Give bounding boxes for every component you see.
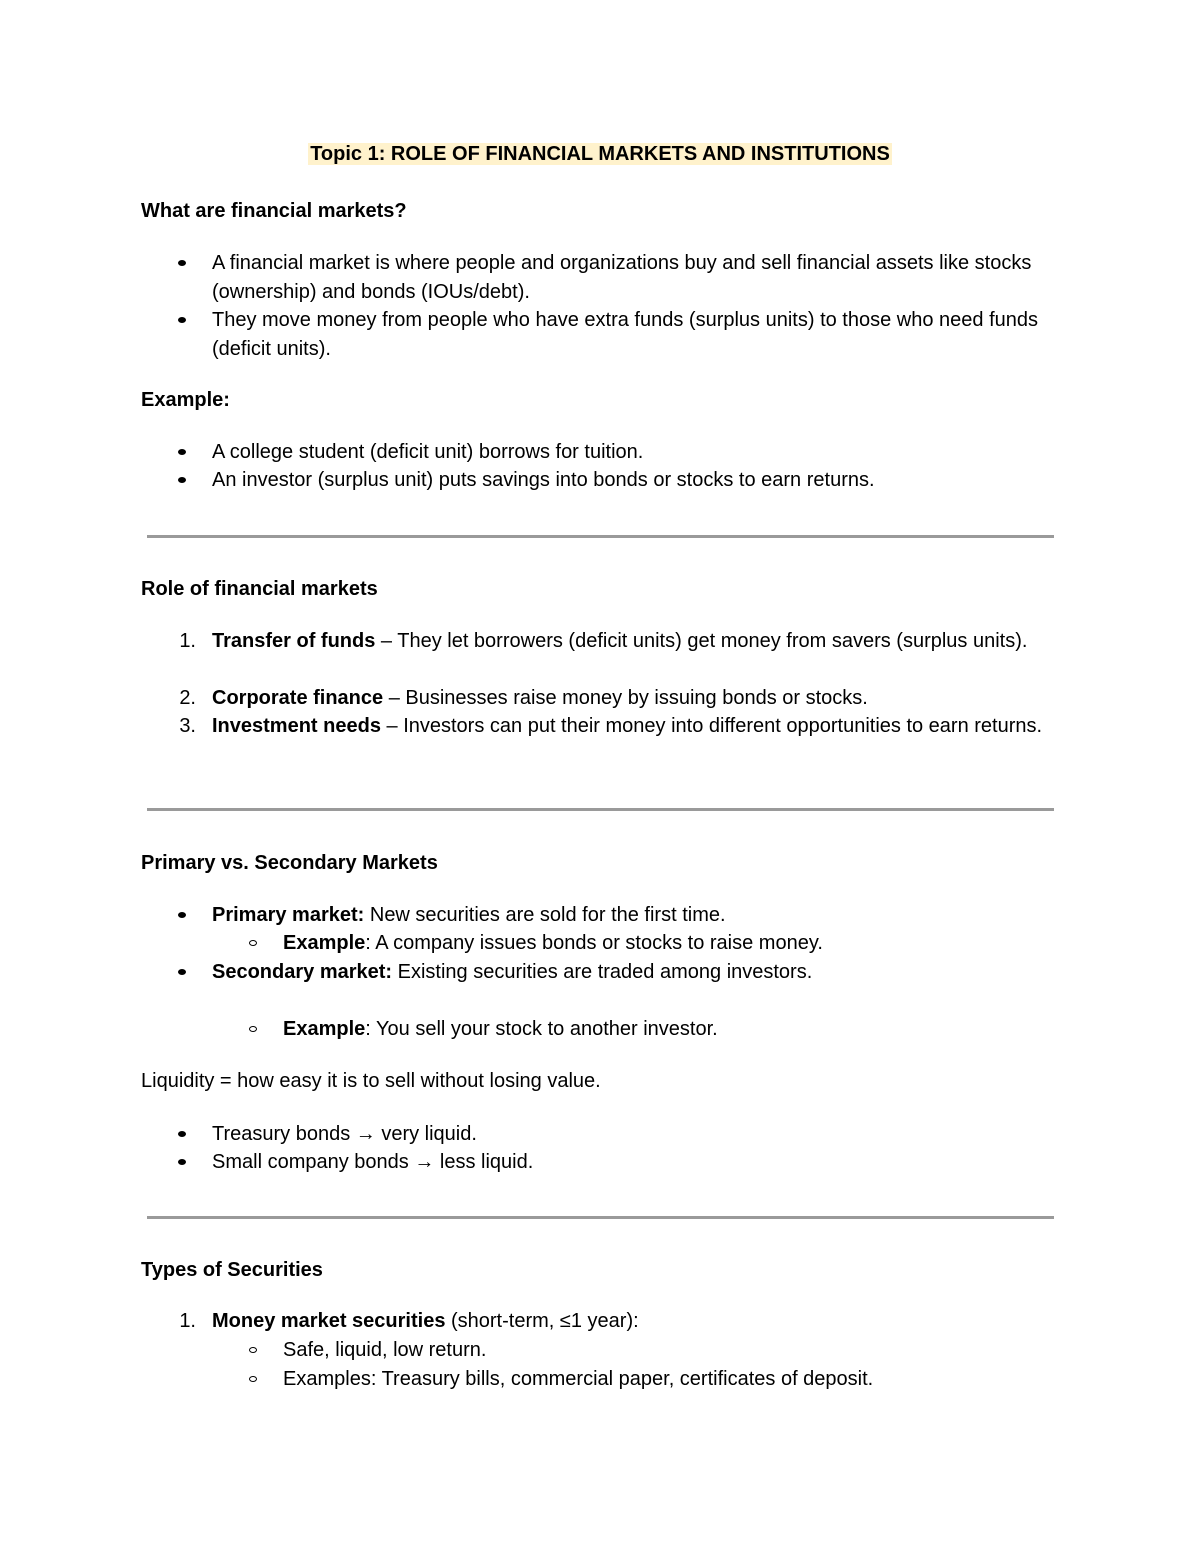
item-description: (short-term, ≤1 year):: [445, 1310, 639, 1332]
item-term: Primary market:: [212, 904, 365, 926]
bullet-dot: [178, 1159, 186, 1165]
sub-list-item: Safe, liquid, low return.: [283, 1339, 487, 1361]
horizontal-divider: [147, 808, 1054, 811]
item-term: Corporate finance: [212, 687, 384, 709]
sub-list-item: Examples: Treasury bills, commercial paper, certificates of deposit.: [283, 1368, 874, 1390]
section-heading-primary-secondary: Primary vs. Secondary Markets: [141, 852, 438, 874]
list-number: 3.: [179, 715, 196, 737]
item-term: Example: [283, 932, 366, 954]
numbered-item: [212, 684, 1072, 713]
page-title: [0, 141, 1200, 167]
item-description: New securities are sold for the first time.: [364, 904, 726, 926]
list-item: Small company bonds → less liquid.: [212, 1151, 534, 1173]
list-item: [212, 901, 1072, 930]
section-heading-types: Types of Securities: [141, 1259, 323, 1281]
bullet-dot: [178, 1131, 186, 1137]
numbered-item: [212, 712, 1072, 741]
list-number: 1.: [179, 1310, 196, 1332]
item-description: – Investors can put their money into different opportunities to earn returns.: [380, 715, 1043, 737]
item-description: : A company issues bonds or stocks to raise money.: [365, 932, 823, 954]
item-term: Money market securities: [212, 1310, 446, 1332]
bullet-circle: [249, 940, 257, 946]
list-item: A college student (deficit unit) borrows for tuition.: [212, 441, 644, 463]
sub-list-item: [283, 929, 1083, 958]
section-heading-role: Role of financial markets: [141, 578, 378, 600]
list-item: They move money from people who have extra funds (surplus units) to those who need funds (deficit units).: [212, 309, 1039, 360]
liquidity-definition: Liquidity = how easy it is to sell without losing value.: [141, 1070, 601, 1092]
numbered-item: [212, 1307, 1072, 1336]
list-number: 1.: [179, 630, 196, 652]
item-description: – Businesses raise money by issuing bonds or stocks.: [383, 687, 868, 709]
item-term: Transfer of funds: [212, 630, 376, 652]
list-item: Treasury bonds → very liquid.: [212, 1123, 477, 1145]
section-heading-what-are-markets: What are financial markets?: [141, 200, 407, 222]
bullet-circle: [249, 1026, 257, 1032]
bullet-circle: [249, 1347, 257, 1353]
list-item: [212, 958, 1072, 987]
bullet-dot: [178, 260, 186, 266]
bullet-dot: [178, 317, 186, 323]
bullet-circle: [249, 1376, 257, 1382]
list-number: 2.: [179, 687, 196, 709]
bullet-dot: [178, 912, 186, 918]
example-heading: Example:: [141, 389, 230, 411]
title-highlight: Topic 1: ROLE OF FINANCIAL MARKETS AND INSTITUTIONS: [310, 143, 890, 165]
list-item: A financial market is where people and organizations buy and sell financial assets like stocks (ownership) and bonds (IOUs/debt).: [212, 252, 1032, 303]
item-term: Example: [283, 1018, 366, 1040]
sub-list-item: [283, 1015, 1083, 1044]
horizontal-divider: [147, 1216, 1054, 1219]
bullet-dot: [178, 969, 186, 975]
item-term: Investment needs: [212, 715, 381, 737]
item-term: Secondary market:: [212, 961, 393, 983]
horizontal-divider: [147, 535, 1054, 538]
item-description: Existing securities are traded among investors.: [392, 961, 813, 983]
bullet-dot: [178, 449, 186, 455]
numbered-item: [212, 627, 1072, 656]
item-description: – They let borrowers (deficit units) get money from savers (surplus units).: [375, 630, 1028, 652]
item-description: : You sell your stock to another investor.: [365, 1018, 718, 1040]
list-item: An investor (surplus unit) puts savings into bonds or stocks to earn returns.: [212, 469, 875, 491]
bullet-dot: [178, 477, 186, 483]
